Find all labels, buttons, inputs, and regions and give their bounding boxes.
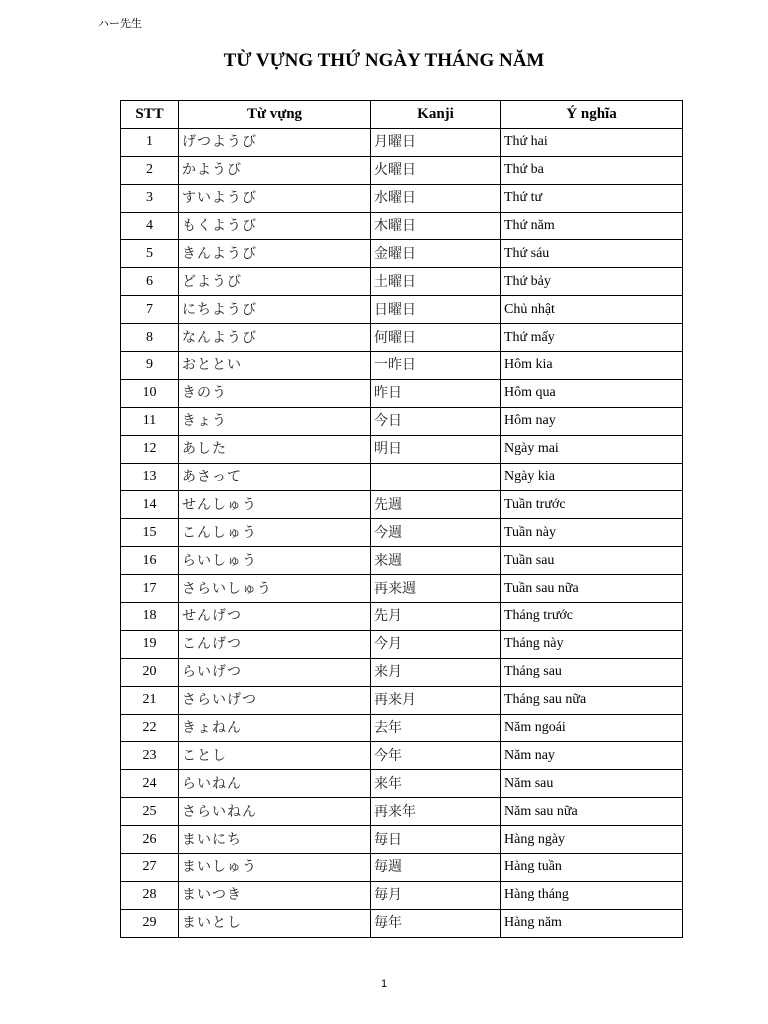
row-number-cell: 24 bbox=[121, 770, 179, 798]
kanji-cell: 明日 bbox=[371, 435, 501, 463]
kanji-cell: 今月 bbox=[371, 630, 501, 658]
row-number-cell: 29 bbox=[121, 909, 179, 937]
vocabulary-cell: さらいしゅう bbox=[179, 575, 371, 603]
row-number-cell: 16 bbox=[121, 547, 179, 575]
kanji-cell: 日曜日 bbox=[371, 296, 501, 324]
vocabulary-cell: きのう bbox=[179, 379, 371, 407]
row-number-cell: 6 bbox=[121, 268, 179, 296]
vocabulary-cell: どようび bbox=[179, 268, 371, 296]
vocabulary-cell: せんげつ bbox=[179, 603, 371, 631]
row-number-cell: 17 bbox=[121, 575, 179, 603]
kanji-cell: 来月 bbox=[371, 658, 501, 686]
table-row bbox=[121, 770, 683, 798]
meaning-cell: Tháng sau nữa bbox=[501, 686, 683, 714]
row-number-cell: 23 bbox=[121, 742, 179, 770]
table-row bbox=[121, 909, 683, 937]
vocabulary-cell: きんようび bbox=[179, 240, 371, 268]
kanji-cell: 月曜日 bbox=[371, 128, 501, 156]
meaning-cell: Thứ bảy bbox=[501, 268, 683, 296]
table-row bbox=[121, 714, 683, 742]
table-row bbox=[121, 435, 683, 463]
row-number-cell: 13 bbox=[121, 463, 179, 491]
table-body bbox=[121, 128, 683, 937]
meaning-cell: Tuần trước bbox=[501, 491, 683, 519]
kanji-cell: 一昨日 bbox=[371, 352, 501, 380]
kanji-cell: 毎月 bbox=[371, 881, 501, 909]
row-number-cell: 22 bbox=[121, 714, 179, 742]
column-header-stt: STT bbox=[121, 101, 179, 129]
table-header-row bbox=[121, 101, 683, 129]
table-row bbox=[121, 798, 683, 826]
kanji-cell: 火曜日 bbox=[371, 156, 501, 184]
table-row bbox=[121, 881, 683, 909]
vocabulary-cell: なんようび bbox=[179, 324, 371, 352]
row-number-cell: 26 bbox=[121, 826, 179, 854]
vocabulary-cell: まいしゅう bbox=[179, 854, 371, 882]
meaning-cell: Thứ mấy bbox=[501, 324, 683, 352]
meaning-cell: Hàng tuần bbox=[501, 854, 683, 882]
meaning-cell: Ngày mai bbox=[501, 435, 683, 463]
meaning-cell: Hàng tháng bbox=[501, 881, 683, 909]
vocabulary-cell: さらいねん bbox=[179, 798, 371, 826]
row-number-cell: 10 bbox=[121, 379, 179, 407]
column-header-kanji: Kanji bbox=[371, 101, 501, 129]
row-number-cell: 28 bbox=[121, 881, 179, 909]
meaning-cell: Thứ hai bbox=[501, 128, 683, 156]
kanji-cell: 金曜日 bbox=[371, 240, 501, 268]
vocabulary-cell: まいつき bbox=[179, 881, 371, 909]
vocabulary-cell: おととい bbox=[179, 352, 371, 380]
vocabulary-cell: こんげつ bbox=[179, 630, 371, 658]
vocabulary-cell: きょねん bbox=[179, 714, 371, 742]
row-number-cell: 19 bbox=[121, 630, 179, 658]
kanji-cell: 先週 bbox=[371, 491, 501, 519]
kanji-cell: 毎年 bbox=[371, 909, 501, 937]
vocabulary-cell: まいにち bbox=[179, 826, 371, 854]
meaning-cell: Thứ ba bbox=[501, 156, 683, 184]
row-number-cell: 8 bbox=[121, 324, 179, 352]
meaning-cell: Chủ nhật bbox=[501, 296, 683, 324]
table-row bbox=[121, 519, 683, 547]
kanji-cell: 先月 bbox=[371, 603, 501, 631]
meaning-cell: Tháng này bbox=[501, 630, 683, 658]
table-row bbox=[121, 212, 683, 240]
row-number-cell: 15 bbox=[121, 519, 179, 547]
vocabulary-cell: げつようび bbox=[179, 128, 371, 156]
meaning-cell: Thứ tư bbox=[501, 184, 683, 212]
kanji-cell: 水曜日 bbox=[371, 184, 501, 212]
vocabulary-cell: らいしゅう bbox=[179, 547, 371, 575]
table-row bbox=[121, 603, 683, 631]
table-row bbox=[121, 491, 683, 519]
vocabulary-cell: あした bbox=[179, 435, 371, 463]
meaning-cell: Tuần này bbox=[501, 519, 683, 547]
row-number-cell: 18 bbox=[121, 603, 179, 631]
kanji-cell: 昨日 bbox=[371, 379, 501, 407]
kanji-cell: 今週 bbox=[371, 519, 501, 547]
table-row bbox=[121, 128, 683, 156]
table-row bbox=[121, 296, 683, 324]
vocabulary-cell: さらいげつ bbox=[179, 686, 371, 714]
kanji-cell: 毎日 bbox=[371, 826, 501, 854]
table-row bbox=[121, 742, 683, 770]
table-row bbox=[121, 547, 683, 575]
table-row bbox=[121, 184, 683, 212]
meaning-cell: Ngày kia bbox=[501, 463, 683, 491]
kanji-cell bbox=[371, 463, 501, 491]
kanji-cell: 何曜日 bbox=[371, 324, 501, 352]
row-number-cell: 11 bbox=[121, 407, 179, 435]
column-header-meaning: Ý nghĩa bbox=[501, 101, 683, 129]
meaning-cell: Hôm qua bbox=[501, 379, 683, 407]
row-number-cell: 5 bbox=[121, 240, 179, 268]
vocabulary-cell: せんしゅう bbox=[179, 491, 371, 519]
vocabulary-table bbox=[120, 100, 683, 938]
table-row bbox=[121, 407, 683, 435]
row-number-cell: 27 bbox=[121, 854, 179, 882]
table-row bbox=[121, 324, 683, 352]
row-number-cell: 1 bbox=[121, 128, 179, 156]
meaning-cell: Tháng trước bbox=[501, 603, 683, 631]
kanji-cell: 今日 bbox=[371, 407, 501, 435]
meaning-cell: Tháng sau bbox=[501, 658, 683, 686]
row-number-cell: 12 bbox=[121, 435, 179, 463]
table-row bbox=[121, 156, 683, 184]
page-title: TỪ VỰNG THỨ NGÀY THÁNG NĂM bbox=[223, 50, 545, 71]
table-row bbox=[121, 240, 683, 268]
column-header-vocabulary: Từ vựng bbox=[179, 101, 371, 129]
header-note: ハー先生 bbox=[98, 17, 142, 30]
meaning-cell: Năm ngoái bbox=[501, 714, 683, 742]
row-number-cell: 2 bbox=[121, 156, 179, 184]
table-row bbox=[121, 686, 683, 714]
meaning-cell: Hàng năm bbox=[501, 909, 683, 937]
kanji-cell: 土曜日 bbox=[371, 268, 501, 296]
kanji-cell: 去年 bbox=[371, 714, 501, 742]
table-row bbox=[121, 352, 683, 380]
vocabulary-cell: すいようび bbox=[179, 184, 371, 212]
row-number-cell: 7 bbox=[121, 296, 179, 324]
table-row bbox=[121, 658, 683, 686]
meaning-cell: Thứ năm bbox=[501, 212, 683, 240]
meaning-cell: Hàng ngày bbox=[501, 826, 683, 854]
vocabulary-cell: かようび bbox=[179, 156, 371, 184]
kanji-cell: 再来月 bbox=[371, 686, 501, 714]
vocabulary-cell: ことし bbox=[179, 742, 371, 770]
row-number-cell: 14 bbox=[121, 491, 179, 519]
row-number-cell: 25 bbox=[121, 798, 179, 826]
vocabulary-cell: こんしゅう bbox=[179, 519, 371, 547]
kanji-cell: 来週 bbox=[371, 547, 501, 575]
row-number-cell: 4 bbox=[121, 212, 179, 240]
table-row bbox=[121, 463, 683, 491]
vocabulary-cell: らいげつ bbox=[179, 658, 371, 686]
meaning-cell: Tuần sau bbox=[501, 547, 683, 575]
vocabulary-cell: きょう bbox=[179, 407, 371, 435]
page-number: 1 bbox=[380, 978, 388, 990]
row-number-cell: 20 bbox=[121, 658, 179, 686]
meaning-cell: Năm nay bbox=[501, 742, 683, 770]
meaning-cell: Năm sau bbox=[501, 770, 683, 798]
vocabulary-cell: もくようび bbox=[179, 212, 371, 240]
kanji-cell: 今年 bbox=[371, 742, 501, 770]
kanji-cell: 再来年 bbox=[371, 798, 501, 826]
table-row bbox=[121, 630, 683, 658]
vocabulary-cell: あさって bbox=[179, 463, 371, 491]
meaning-cell: Thứ sáu bbox=[501, 240, 683, 268]
vocabulary-cell: らいねん bbox=[179, 770, 371, 798]
kanji-cell: 来年 bbox=[371, 770, 501, 798]
meaning-cell: Năm sau nữa bbox=[501, 798, 683, 826]
vocabulary-cell: にちようび bbox=[179, 296, 371, 324]
row-number-cell: 3 bbox=[121, 184, 179, 212]
meaning-cell: Tuần sau nữa bbox=[501, 575, 683, 603]
vocabulary-cell: まいとし bbox=[179, 909, 371, 937]
row-number-cell: 21 bbox=[121, 686, 179, 714]
table-row bbox=[121, 854, 683, 882]
table-row bbox=[121, 379, 683, 407]
kanji-cell: 再来週 bbox=[371, 575, 501, 603]
row-number-cell: 9 bbox=[121, 352, 179, 380]
meaning-cell: Hôm kia bbox=[501, 352, 683, 380]
meaning-cell: Hôm nay bbox=[501, 407, 683, 435]
table-row bbox=[121, 268, 683, 296]
table-row bbox=[121, 826, 683, 854]
kanji-cell: 毎週 bbox=[371, 854, 501, 882]
kanji-cell: 木曜日 bbox=[371, 212, 501, 240]
table-row bbox=[121, 575, 683, 603]
